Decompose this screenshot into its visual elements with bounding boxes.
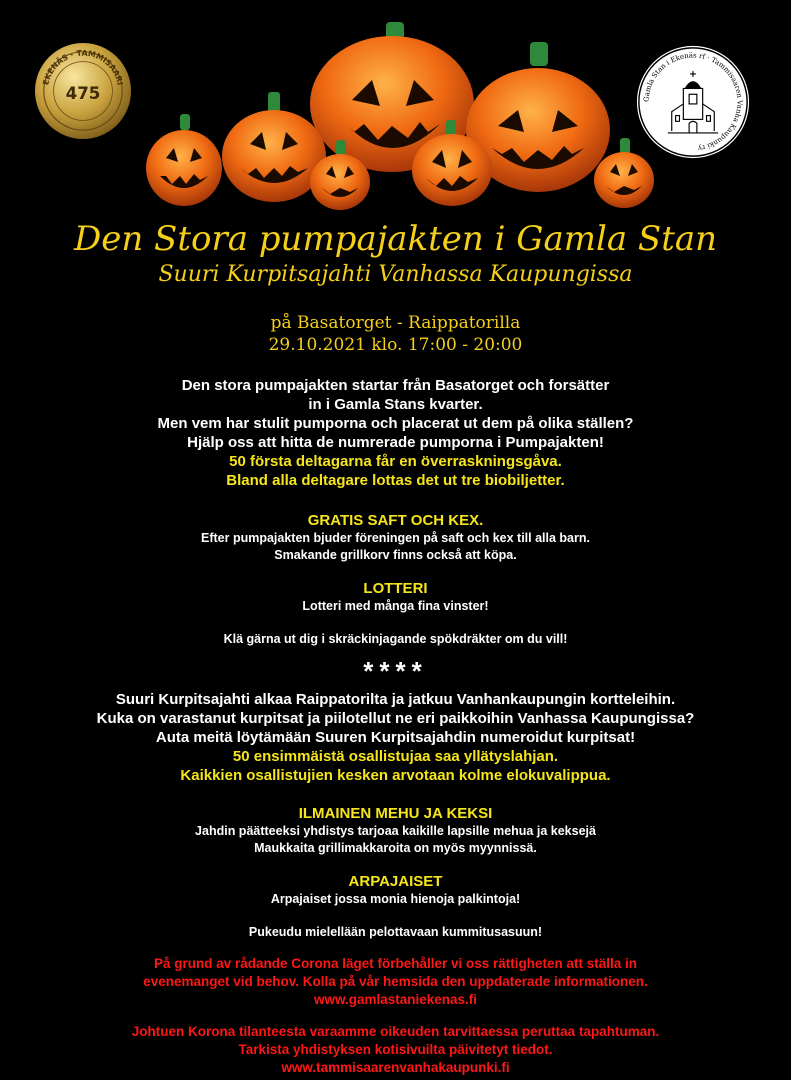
event-location — [0, 312, 791, 356]
separator: **** — [363, 656, 428, 686]
header-titles — [0, 218, 791, 356]
website-link-finnish[interactable]: www.tammisaarenvanhakaupunki.fi — [281, 1060, 510, 1075]
corona-notice-swedish: På grund av rådande Corona läget förbehåller vi oss rättigheten att ställa in evenemanget vid behov. Kolla på vår hemsida den uppdaterade informationen. www.gamlastaniekenas.fi — [20, 955, 771, 1009]
place: på Basatorget - Raippatorilla — [270, 313, 521, 333]
free-text-swedish: Efter pumpajakten bjuder föreningen på saft och kex till alla barn. Smakande grillkorv finns också att köpa. — [201, 531, 590, 562]
costume-text-finnish: Pukeudu mielellään pelottavaan kummitusasuun! — [248, 925, 543, 939]
costume-text-swedish: Klä gärna ut dig i skräckinjagande spökdräkter om du vill! — [223, 632, 568, 646]
free-text-finnish: Jahdin päätteeksi yhdistys tarjoaa kaikille lapsille mehua ja keksejä Maukkaita grillimakkaroita on myös myynnissä. — [195, 824, 596, 855]
intro-finnish: Suuri Kurpitsajahti alkaa Raippatorilta ja jatkuu Vanhankaupungin kortteleihin. Kuka on varastanut kurpitsat ja piilotellut ne eri paikkoihin Vanhassa Kaupungissa? Auta meitä löytämään Suuren Kurpitsajahdin numeroidut kurpitsat! 50 ensimmäistä osallistujaa saa yllätyslahjan. Kaikkien osallistujien kesken arvotaan kolme elokuvalippua. — [96, 691, 695, 784]
free-heading-swedish: GRATIS SAFT OCH KEX. — [307, 512, 484, 529]
date-time: 29.10.2021 klo. 17:00 - 20:00 — [268, 335, 523, 355]
corona-notice-finnish: Johtuen Korona tilanteesta varaamme oikeuden tarvittaessa peruttaa tapahtuman. Tarkista yhdistyksen kotisivuilta päivitetyt tiedot. www.tammisaarenvanhakaupunki.fi — [20, 1023, 771, 1077]
svg-text:EKENÄS · TAMMISAARI: EKENÄS · TAMMISAARI — [41, 48, 125, 86]
lottery-heading-finnish: ARPAJAISET — [348, 873, 443, 890]
intro-swedish: Den stora pumpajakten startar från Basatorget och forsätter in i Gamla Stans kvarter. Men vem har stulit pumporna och placerat ut dem på olika ställen? Hjälp oss att hitta de numrerade pumporna i Pumpajakten! 50 första deltagarna får en överraskningsgåva. Bland alla deltagare lottas det ut tre biobiljetter. — [157, 377, 634, 489]
anniversary-seal — [34, 42, 132, 140]
lottery-heading-swedish: LOTTERI — [363, 580, 428, 597]
title-finnish: Suuri Kurpitsajahti Vanhassa Kaupungissa — [158, 262, 633, 287]
lottery-text-swedish: Lotteri med många fina vinster! — [302, 599, 489, 613]
jack-o-lanterns-illustration — [140, 22, 660, 212]
free-heading-finnish: ILMAINEN MEHU JA KEKSI — [298, 805, 493, 822]
event-details — [20, 376, 771, 1077]
website-link-swedish[interactable]: www.gamlastaniekenas.fi — [313, 992, 478, 1007]
seal-number: 475 — [65, 83, 101, 103]
title-swedish: Den Stora pumpajakten i Gamla Stan — [73, 219, 718, 259]
svg-text:Gamla Stan i Ekenäs rf · Tammi: Gamla Stan i Ekenäs rf · Tammisaaren Vanha Kaupunki ry — [642, 51, 744, 153]
lottery-text-finnish: Arpajaiset jossa monia hienoja palkintoja! — [270, 892, 521, 906]
